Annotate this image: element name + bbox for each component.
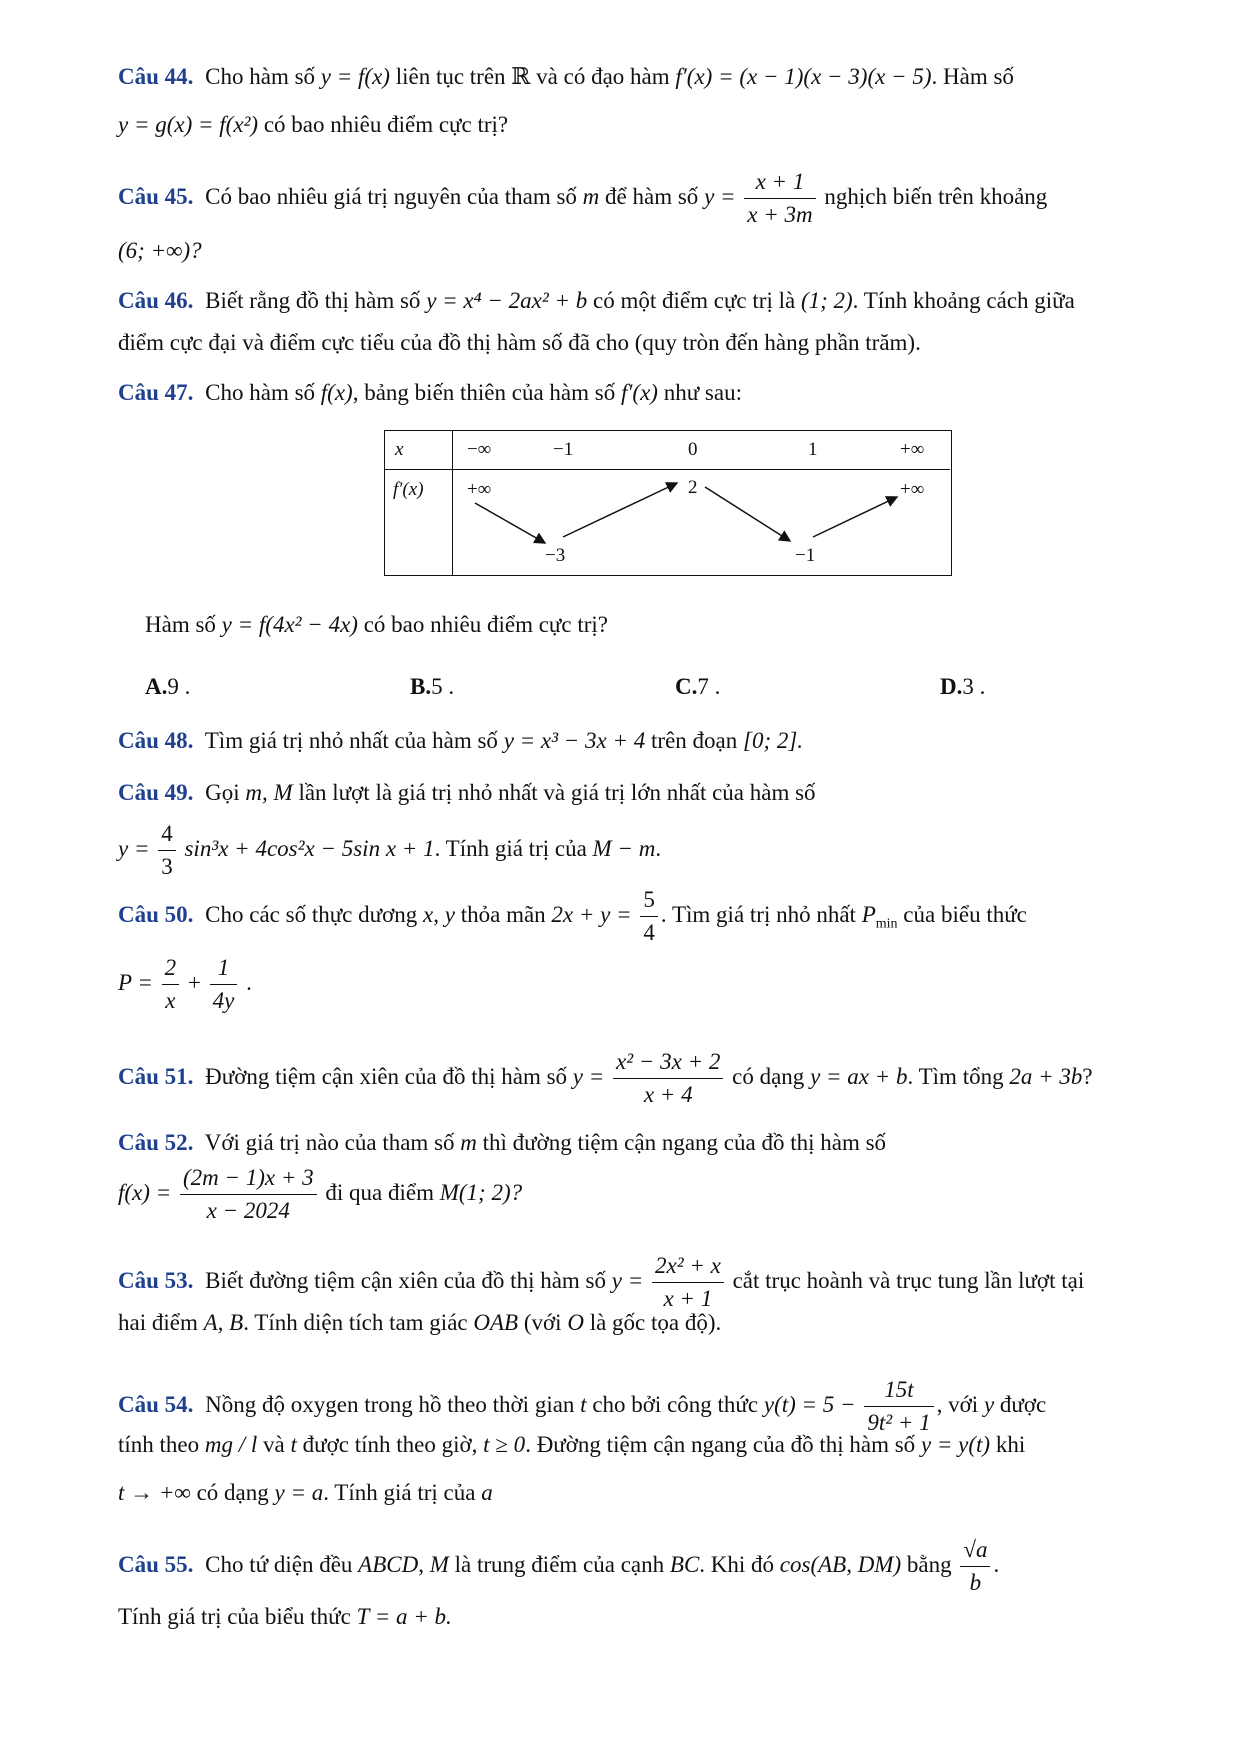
text: đi qua điểm [325, 1179, 434, 1205]
fraction [158, 818, 176, 883]
text: trên đoạn [651, 728, 738, 753]
text: cho bởi công thức [592, 1391, 759, 1417]
math-expr: f′(x) = (x − 1)(x − 3)(x − 5) [675, 64, 932, 89]
text: có bao nhiêu điểm cực trị? [263, 112, 509, 137]
text: Có bao nhiêu giá trị nguyên của tham số [205, 183, 577, 209]
fraction [613, 1046, 723, 1111]
text: Cho hàm số [205, 380, 316, 405]
fraction [210, 952, 238, 1017]
denominator: x − 2024 [206, 1198, 290, 1223]
question-54-line-3 [118, 1480, 493, 1506]
math-expr: sin³x + 4cos²x − 5sin x + 1 [184, 835, 435, 861]
question-49-line-2 [118, 818, 661, 883]
question-53-line-2 [118, 1310, 721, 1336]
math-expr: y = x⁴ − 2ax² + b [426, 288, 588, 313]
choice-c[interactable] [675, 674, 720, 700]
denominator: 4y [212, 988, 235, 1013]
math-expr: f′(x) [620, 380, 658, 405]
math-expr: x [423, 901, 434, 927]
table-x-value: +∞ [900, 439, 925, 460]
denominator: x + 1 [663, 1286, 713, 1311]
question-number: Câu 48. [118, 728, 194, 753]
math-expr: y = a [274, 1480, 324, 1505]
numerator: (2m − 1)x + 3 [180, 1162, 317, 1195]
question-number: Câu 55. [118, 1551, 194, 1577]
table-row-label: f′(x) [393, 479, 424, 500]
choice-value: 9 . [167, 674, 191, 699]
math-expr: y = f(4x² − 4x) [221, 612, 358, 637]
choice-key: B. [410, 674, 432, 699]
text: cắt trục hoành và trục tung lần lượt tại [732, 1267, 1085, 1293]
math-expr: y = y(t) [920, 1432, 991, 1457]
table-value: +∞ [467, 479, 492, 500]
text: Cho hàm số [205, 64, 316, 89]
denominator: x + 3m [747, 202, 813, 227]
math-expr: y [444, 901, 455, 927]
text: , với [936, 1391, 979, 1417]
denominator: 9t² + 1 [867, 1410, 931, 1435]
text: Hàm số [145, 612, 216, 637]
text: là gốc tọa độ). [589, 1310, 722, 1335]
text: . Tìm giá trị nhỏ nhất [660, 901, 856, 927]
math-expr: y [983, 1391, 995, 1417]
table-value: −1 [795, 545, 816, 566]
question-number: Câu 50. [118, 901, 194, 927]
question-52 [118, 1130, 886, 1156]
math-expr: y = [118, 835, 150, 861]
text: . Tính giá trị của [434, 835, 587, 861]
text: có một điểm cực trị là [593, 288, 796, 313]
text: Tính giá trị của biểu thức [118, 1604, 351, 1629]
choice-d[interactable] [940, 674, 985, 700]
text: Gọi [205, 780, 240, 805]
text: là trung điểm của cạnh [454, 1551, 665, 1577]
math-expr: 2a + 3b [1009, 1063, 1083, 1089]
math-expr: A, B [203, 1310, 244, 1335]
question-47-ask [145, 612, 608, 638]
text: nghịch biến trên khoảng [824, 183, 1048, 209]
denominator: b [969, 1570, 982, 1595]
math-expr: O [567, 1310, 584, 1335]
text: . Khi đó [699, 1551, 775, 1577]
math-expr: t [290, 1432, 297, 1457]
math-expr: (1; 2) [800, 288, 853, 313]
math-expr: M [429, 1551, 449, 1577]
text: . [655, 835, 662, 861]
text: . Tính giá trị của [323, 1480, 476, 1505]
math-expr: + [187, 969, 201, 995]
math-expr: y = g(x) = f(x²) [118, 112, 259, 137]
text: Nồng độ oxygen trong hồ theo thời gian [205, 1391, 575, 1417]
math-expr: [0; 2]. [743, 728, 804, 753]
math-expr: y = x³ − 3x + 4 [503, 728, 646, 753]
math-expr: P [861, 901, 876, 927]
math-expr: mg / l [204, 1432, 258, 1457]
math-expr: T = a + b. [356, 1604, 452, 1629]
text: . Hàm số [931, 64, 1014, 89]
math-expr: y = [611, 1267, 644, 1293]
math-expr: 2x + y = [551, 901, 632, 927]
text: thỏa mãn [460, 901, 546, 927]
text: lần lượt là giá trị nhỏ nhất và giá trị lớn nhất của hàm số [298, 780, 816, 805]
question-55-line-2 [118, 1604, 452, 1630]
question-53 [118, 1250, 1084, 1315]
text: có dạng [732, 1063, 805, 1089]
question-number: Câu 54. [118, 1391, 194, 1417]
table-x-value: 1 [808, 439, 818, 460]
question-number: Câu 45. [118, 183, 194, 209]
math-expr: t ≥ 0 [483, 1432, 526, 1457]
choice-key: D. [940, 674, 963, 699]
arrow-up [813, 497, 897, 537]
math-expr: m, M [245, 780, 293, 805]
question-number: Câu 47. [118, 380, 194, 405]
text: của biểu thức [903, 901, 1027, 927]
denominator: 4 [643, 920, 655, 945]
text: để hàm số [605, 183, 699, 209]
text: . Đường tiệm cận ngang của đồ thị hàm số [525, 1432, 916, 1457]
text: , bảng biến thiên của hàm số [352, 380, 616, 405]
denominator: x [165, 988, 176, 1013]
fraction [960, 1534, 990, 1599]
question-54 [118, 1374, 1046, 1439]
question-number: Câu 49. [118, 780, 194, 805]
text: và [263, 1432, 285, 1457]
table-x-value: 0 [688, 439, 698, 460]
text: điểm cực đại và điểm cực tiểu của đồ thị hàm số đã cho (quy tròn đến hàng phần trăm). [118, 330, 921, 355]
text: Cho tứ diện đều [205, 1551, 353, 1577]
math-expr: M(1; 2)? [439, 1179, 523, 1205]
text: hai điểm [118, 1310, 198, 1335]
fraction [180, 1162, 317, 1227]
text: . Tính khoảng cách giữa [852, 288, 1075, 313]
math-expr: BC [669, 1551, 700, 1577]
choice-value: 7 . [697, 674, 721, 699]
text: thì đường tiệm cận ngang của đồ thị hàm số [482, 1130, 887, 1155]
numerator: 2x² + x [652, 1250, 724, 1283]
fraction [652, 1250, 724, 1315]
text: . Tính diện tích tam giác [243, 1310, 468, 1335]
question-number: Câu 46. [118, 288, 194, 313]
numerator: 15t [864, 1374, 933, 1407]
math-expr: f(x) [320, 380, 353, 405]
arrow-down [705, 487, 790, 541]
numerator: √a [960, 1534, 990, 1567]
question-54-line-2 [118, 1432, 1025, 1458]
subscript: min [875, 916, 898, 932]
question-48 [118, 728, 803, 754]
question-47 [118, 380, 742, 406]
choice-value: 3 . [962, 674, 986, 699]
text: . Tìm tổng [907, 1063, 1004, 1089]
text: bằng [906, 1551, 952, 1577]
fraction [162, 952, 180, 1017]
question-44 [118, 64, 1014, 90]
text: , [418, 1551, 424, 1577]
text: . [246, 969, 252, 995]
arrow-down [475, 503, 545, 543]
table-x-value: −∞ [467, 439, 492, 460]
math-expr: t → +∞ [118, 1480, 191, 1505]
question-52-line-2 [118, 1162, 522, 1227]
text: Đường tiệm cận xiên của đồ thị hàm số [205, 1063, 568, 1089]
question-46-line-2 [118, 330, 921, 356]
math-expr: y(t) = 5 − [763, 1391, 856, 1417]
math-expr: y = [572, 1063, 605, 1089]
math-expr: P = [118, 969, 153, 995]
question-number: Câu 53. [118, 1267, 194, 1293]
table-value: +∞ [900, 479, 925, 500]
text: Biết rằng đồ thị hàm số [205, 288, 421, 313]
variation-table [384, 430, 952, 576]
arrow-up [563, 483, 677, 537]
choice-key: A. [145, 674, 168, 699]
text: . [993, 1551, 1000, 1577]
numerator: 2 [162, 952, 180, 985]
question-46 [118, 288, 1075, 314]
math-expr: m [460, 1130, 477, 1155]
text: liên tục trên ℝ và có đạo hàm [395, 64, 670, 89]
numerator: 4 [158, 818, 176, 851]
table-x-value: −1 [553, 439, 574, 460]
text: (với [523, 1310, 562, 1335]
numerator: x² − 3x + 2 [613, 1046, 723, 1079]
text: có dạng [196, 1480, 269, 1505]
math-expr: y = f(x) [320, 64, 390, 89]
math-expr: M − m [592, 835, 656, 861]
fraction [640, 884, 658, 949]
numerator: 1 [210, 952, 238, 985]
math-expr: a [481, 1480, 493, 1505]
fraction [864, 1374, 933, 1439]
table-value: 2 [688, 477, 698, 498]
question-45-line-2 [118, 238, 202, 264]
choice-b[interactable] [410, 674, 454, 700]
question-45 [118, 166, 1047, 231]
text: Với giá trị nào của tham số [204, 1130, 455, 1155]
choice-a[interactable] [145, 674, 190, 700]
text: như sau: [663, 380, 742, 405]
math-expr: (6; +∞)? [118, 238, 202, 263]
math-expr: cos(AB, DM) [779, 1551, 902, 1577]
question-55 [118, 1534, 999, 1599]
text: Tìm giá trị nhỏ nhất của hàm số [204, 728, 498, 753]
numerator: 5 [640, 884, 658, 917]
question-number: Câu 52. [118, 1130, 194, 1155]
text: , [433, 901, 439, 927]
variation-arrows [385, 431, 950, 575]
math-expr: y = [704, 183, 736, 209]
table-x-label: x [395, 439, 404, 460]
question-number: Câu 44. [118, 64, 194, 89]
text: Biết đường tiệm cận xiên của đồ thị hàm số [205, 1267, 607, 1293]
text: ? [1082, 1063, 1093, 1089]
math-expr: y = ax + b [810, 1063, 908, 1089]
denominator: 3 [161, 854, 173, 879]
text: được [999, 1391, 1047, 1417]
question-44-line-2 [118, 112, 508, 138]
denominator: x + 4 [643, 1082, 693, 1107]
text: khi [995, 1432, 1026, 1457]
text: Cho các số thực dương [205, 901, 418, 927]
question-50-line-2 [118, 952, 252, 1017]
table-value: −3 [545, 545, 566, 566]
math-expr: ABCD [358, 1551, 419, 1577]
numerator: x + 1 [744, 166, 815, 199]
math-expr: t [580, 1391, 587, 1417]
math-expr: f(x) = [118, 1179, 172, 1205]
math-expr: m [582, 183, 600, 209]
question-number: Câu 51. [118, 1063, 194, 1089]
fraction [744, 166, 815, 231]
question-49 [118, 780, 816, 806]
math-expr: OAB [473, 1310, 519, 1335]
question-51 [118, 1046, 1093, 1111]
question-50 [118, 884, 1027, 949]
text: có bao nhiêu điểm cực trị? [363, 612, 608, 637]
text: tính theo [118, 1432, 200, 1457]
text: được tính theo giờ, [302, 1432, 478, 1457]
choice-value: 5 . [431, 674, 455, 699]
choice-key: C. [675, 674, 698, 699]
